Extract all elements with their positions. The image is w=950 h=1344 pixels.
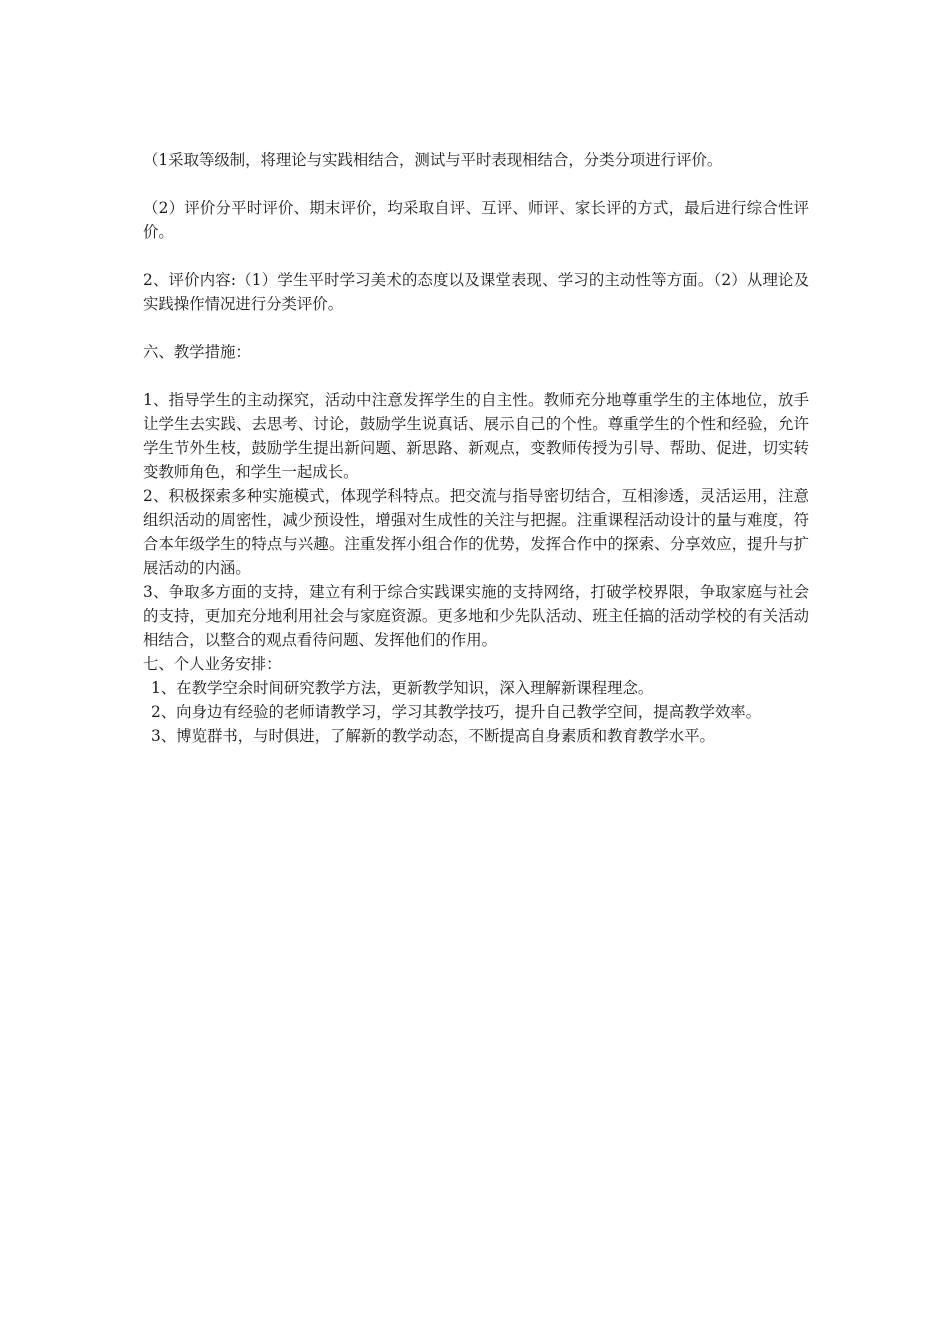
section-7-heading: 七、个人业务安排： xyxy=(143,655,282,673)
document-body xyxy=(143,148,809,748)
paragraph-gap xyxy=(143,316,809,340)
measure-2: 2、积极探索多种实施模式，体现学科特点。把交流与指导密切结合，互相渗透，灵活运用，注意组织活动的周密性，减少预设性，增强对生成性的关注与把握。注重课程活动设计的量与难度，符合本年级学生的特点与兴趣。注重发挥小组合作的优势，发挥合作中的探索、分享效应，提升与扩展活动的内涵。 xyxy=(143,487,809,577)
paragraph-gap xyxy=(143,364,809,388)
section-6-heading: 六、教学措施： xyxy=(143,343,251,361)
paragraph-gap xyxy=(143,244,809,268)
measure-3: 3、争取多方面的支持，建立有利于综合实践课实施的支持网络，打破学校界限，争取家庭与社会的支持，更加充分地利用社会与家庭资源。更多地和少先队活动、班主任搞的活动学校的有关活动相结合，以整合的观点看待问题、发挥他们的作用。 xyxy=(143,583,809,649)
measure-1: 1、指导学生的主动探究，活动中注意发挥学生的自主性。教师充分地尊重学生的主体地位，放手让学生去实践、去思考、讨论，鼓励学生说真话、展示自己的个性。尊重学生的个性和经验，允许学生节外生枝，鼓励学生提出新问题、新思路、新观点，变教师传授为引导、帮助、促进，切实转变教师角色，和学生一起成长。 xyxy=(143,391,809,481)
paragraph-gap xyxy=(143,172,809,196)
eval-method-2: （2）评价分平时评价、期末评价，均采取自评、互评、师评、家长评的方式，最后进行综合性评价。 xyxy=(143,199,809,241)
eval-method-1: （1采取等级制，将理论与实践相结合，测试与平时表现相结合，分类分项进行评价。 xyxy=(143,151,723,169)
plan-2: 2、向身边有经验的老师请教学习，学习其教学技巧，提升自己教学空间，提高教学效率。 xyxy=(151,703,762,721)
plan-3: 3、博览群书，与时俱进，了解新的教学动态，不断提高自身素质和教育教学水平。 xyxy=(151,727,715,745)
plan-1: 1、在教学空余时间研究教学方法，更新教学知识，深入理解新课程理念。 xyxy=(151,679,654,697)
eval-content: 2、评价内容:（1）学生平时学习美术的态度以及课堂表现、学习的主动性等方面。（2）从理论及实践操作情况进行分类评价。 xyxy=(143,271,809,313)
